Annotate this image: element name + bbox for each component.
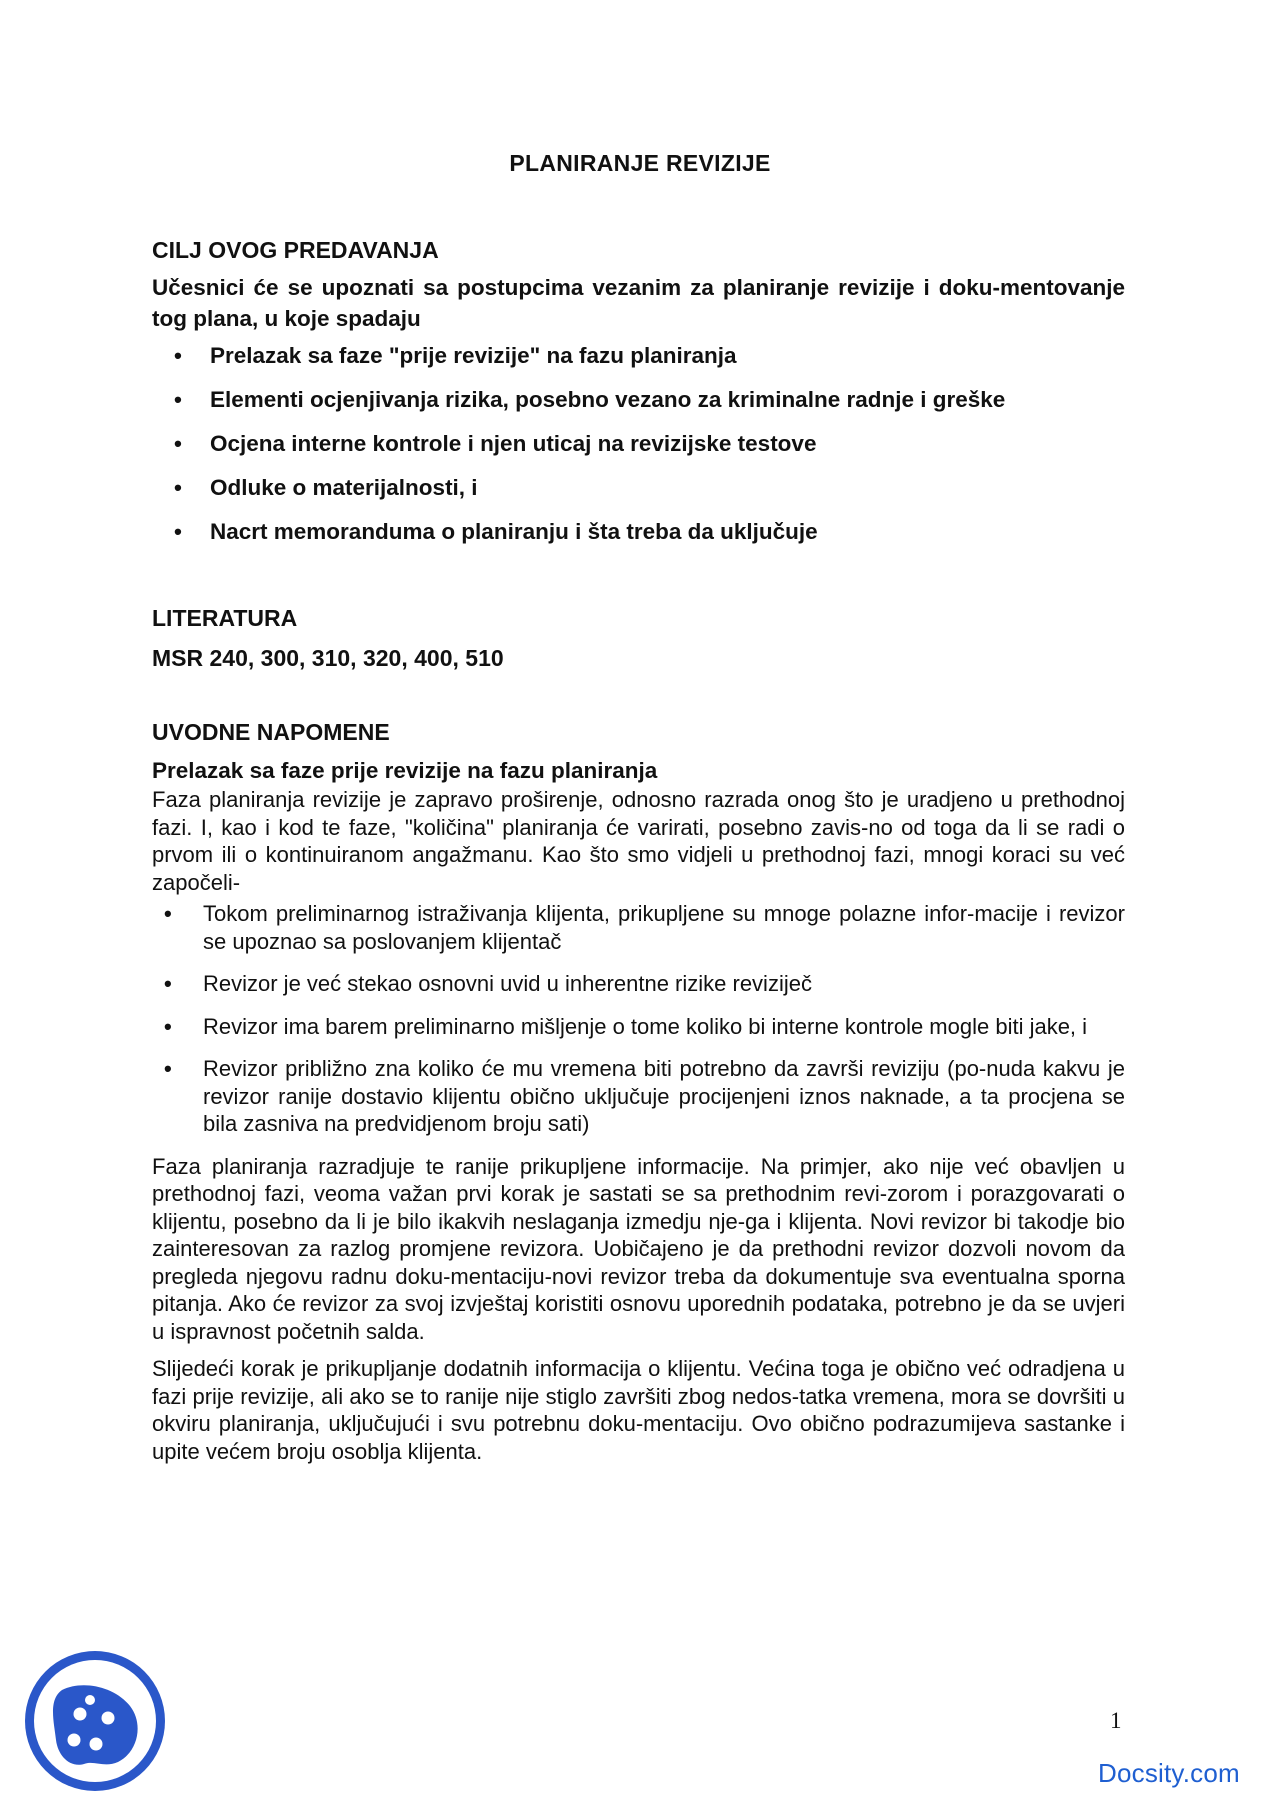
bullet-icon: •	[164, 1056, 172, 1081]
list-item	[152, 900, 1125, 955]
docsity-logo-icon[interactable]	[22, 1648, 168, 1794]
list-item	[152, 1055, 1125, 1138]
intro-notes-list	[152, 900, 1125, 1138]
list-item-text: Odluke o materijalnosti, i	[210, 475, 478, 500]
bullet-icon: •	[164, 971, 172, 996]
list-item-text: Prelazak sa faze "prije revizije" na fazu planiranja	[210, 343, 737, 368]
list-item	[152, 1013, 1125, 1041]
intro-notes-heading: UVODNE NAPOMENE	[152, 719, 390, 745]
bullet-icon: •	[174, 475, 182, 500]
list-item-text: Revizor približno zna koliko će mu vremena biti potrebno da završi reviziju (po-nuda kakvu je revizor ranije dostavio klijentu obično uključuje procijenjeni iznos naknade, a ta procjena se bila zasniva na predvidjenom broju sati)	[203, 1056, 1125, 1136]
list-item-text: Ocjena interne kontrole i njen uticaj na revizijske testove	[210, 431, 817, 456]
goal-intro: Učesnici će se upoznati sa postupcima vezanim za planiranje revizije i doku-mentovanje tog plana, u koje spadaju	[152, 275, 1125, 331]
intro-notes-paragraph-2: Faza planiranja razradjuje te ranije prikupljene informacije. Na primjer, ako nije već obavljen u prethodnoj fazi, veoma važan prvi korak je sastati se sa prethodnim revi-zorom i porazgovarati o klijentu, posebno da li je bilo ikakvih neslaganja izmedju nje-ga i klijenta. Novi revizor bi takodje bio zainteresovan za razlog promjene revizora. Uobičajeno je da prethodni revizor dozvoli novom da pregleda njegovu radnu doku-mentaciju-novi revizor treba da dokumentuje sva eventualna sporna pitanja. Ako će revizor za svoj izvještaj koristiti osnovu uporednih podataka, potrebno je da se uvjeri u ispravnost početnih salda.	[152, 1153, 1125, 1344]
list-item	[152, 516, 1125, 547]
literature-text: MSR 240, 300, 310, 320, 400, 510	[152, 645, 504, 671]
bullet-icon: •	[174, 343, 182, 368]
list-item-text: Tokom preliminarnog istraživanja klijenta, prikupljene su mnoge polazne infor-macije i revizor se upoznao sa poslovanjem klijentač	[203, 901, 1125, 954]
intro-notes-paragraph-3: Slijedeći korak je prikupljanje dodatnih informacija o klijentu. Većina toga je obično već odradjena u fazi prije revizije, ali ako se to ranije nije stiglo završiti zbog nedos-tatka vremena, mora se dovršiti u okviru planiranja, uključujući i svu potrebnu doku-mentaciju. Ovo obično podrazumijeva sastanke i upite većem broju osoblja klijenta.	[152, 1356, 1125, 1464]
list-item	[152, 340, 1125, 371]
document-title: PLANIRANJE REVIZIJE	[509, 150, 771, 176]
bullet-icon: •	[174, 519, 182, 544]
bullet-icon: •	[174, 387, 182, 412]
bullet-icon: •	[164, 1013, 172, 1039]
list-item-text: Revizor je već stekao osnovni uvid u inherentne rizike reviziječ	[203, 971, 812, 996]
intro-notes-subheading: Prelazak sa faze prije revizije na fazu planiranja	[152, 758, 658, 783]
document-body	[152, 234, 1125, 1465]
list-item-text: Elementi ocjenjivanja rizika, posebno vezano za kriminalne radnje i greške	[210, 387, 1006, 412]
bullet-icon: •	[164, 901, 172, 926]
list-item	[152, 970, 1125, 998]
goal-list	[152, 340, 1125, 547]
list-item	[152, 472, 1125, 503]
list-item-text: Revizor ima barem preliminarno mišljenje o tome koliko bi interne kontrole mogle biti jake, i	[203, 1013, 1088, 1039]
docsity-brand-link[interactable]: Docsity.com	[1098, 1758, 1240, 1788]
page-number: 1	[1110, 1708, 1122, 1733]
bullet-icon: •	[174, 431, 182, 456]
literature-heading: LITERATURA	[152, 605, 298, 631]
list-item-text: Nacrt memoranduma o planiranju i šta treba da uključuje	[210, 519, 818, 544]
goal-heading: CILJ OVOG PREDAVANJA	[152, 237, 439, 263]
list-item	[152, 428, 1125, 459]
intro-notes-paragraph-1: Faza planiranja revizije je zapravo proširenje, odnosno razrada onog što je uradjeno u prethodnoj fazi. I, kao i kod te faze, "količina" planiranja će varirati, posebno zavis-no od toga da li se radi o prvom ili o kontinuiranom angažmanu. Kao što smo vidjeli u prethodnoj fazi, mnogi koraci su već započeli-	[152, 787, 1125, 895]
list-item	[152, 384, 1125, 415]
